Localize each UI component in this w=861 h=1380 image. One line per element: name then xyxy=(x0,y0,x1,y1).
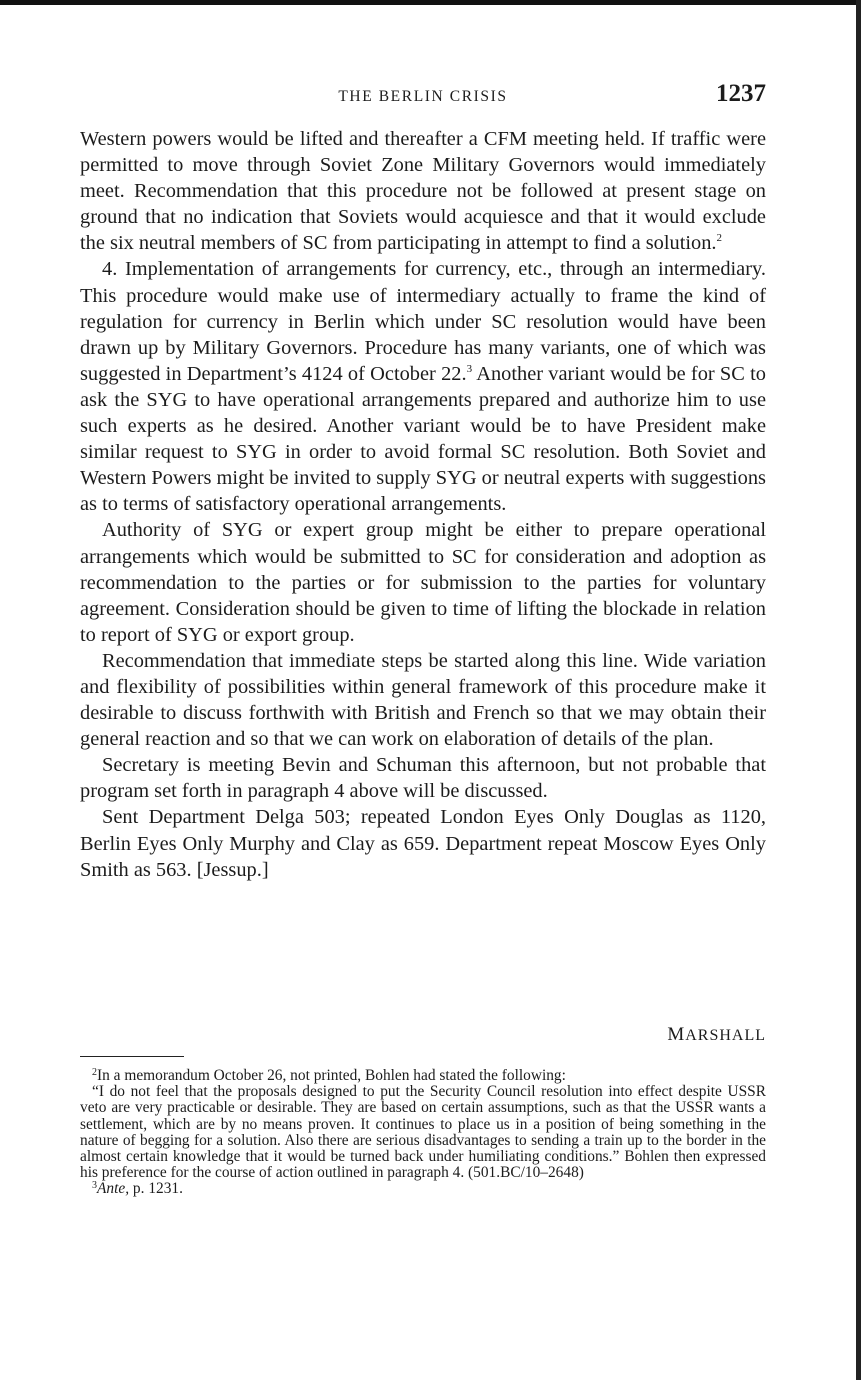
page-top-edge xyxy=(0,0,861,5)
footnotes xyxy=(80,1068,766,1198)
paragraph-secretary: Secretary is meeting Bevin and Schuman this afternoon, but not probable that program set forth in paragraph 4 above will be discussed. xyxy=(80,754,766,803)
footnote-ref-2: 2 xyxy=(716,232,723,245)
footnote-text: In a memorandum October 26, not printed, Bohlen had stated the following: xyxy=(97,1067,566,1084)
signature-rest: ARSHALL xyxy=(685,1027,766,1044)
paragraph-text: 4. Implementation of arrangements for currency, etc., through an intermediary. This procedure would make use of intermediary actually to frame the kind of regulation for currency in Berlin which under SC resolution would have been drawn up by Military Governors. Procedure has many variants, one of which was suggested in Department’s 4124 of October 22. xyxy=(80,258,766,385)
paragraph-recommendation: Recommendation that immediate steps be started along this line. Wide variation and flexibility of possibilities within general framework of this procedure make it desirable to discuss forthwith with British and French so that we may obtain their general reaction and so that we can work on elaboration of details of the plan. xyxy=(80,649,766,751)
paragraph-distribution: Sent Department Delga 503; repeated London Eyes Only Douglas as 1120, Berlin Eyes Only Murphy and Clay as 659. Department repeat Moscow Eyes Only Smith as 563. [Jessup.] xyxy=(80,806,766,881)
footnote-3-ante: Ante, xyxy=(97,1180,130,1198)
page-number: 1237 xyxy=(716,80,766,107)
footnote-3-mark: 3 xyxy=(92,1180,97,1192)
footnote-2-intro xyxy=(80,1068,766,1084)
footnote-2-mark: 2 xyxy=(92,1067,97,1078)
paragraph-authority: Authority of SYG or expert group might be either to prepare operational arrangements which would be submitted to SC for consideration and adoption as recommendation to the parties or for submission to the parties for voluntary agreement. Consideration should be given to time of lifting the blockade in relation to report of SYG or export group. xyxy=(80,519,766,646)
main-text xyxy=(80,126,766,883)
footnote-3 xyxy=(80,1181,766,1197)
signature-initial: M xyxy=(667,1024,686,1045)
paragraph-text: Another variant would be for SC to ask the SYG to have operational arrangements prepared and authorize him to use such experts as he desired. Another variant would be to have President make similar request to SYG in order to avoid formal SC resolution. Both Soviet and Western Powers might be invited to supply SYG or neutral experts with suggestions as to terms of satisfactory operational arrangements. xyxy=(80,362,766,516)
page-right-edge xyxy=(856,0,861,1380)
footnote-3-page: p. 1231. xyxy=(132,1180,183,1198)
paragraph-continuation xyxy=(80,126,766,256)
footnote-2-quote: “I do not feel that the proposals designed to put the Security Council resolution into effect despite USSR veto are very practicable or desirable. They are based on certain assumptions, such as that the USSR wants a settlement, which are by no means proven. It continues to place us in a position of being something in the nature of begging for a solution. Also there are serious disadvantages to sending a train up to the border in the almost certain knowledge that it would be turned back under humiliating conditions.” Bohlen then expressed his preference for the course of action outlined in paragraph 4. (501.BC/10–2648) xyxy=(80,1083,766,1182)
footnote-ref-3: 3 xyxy=(466,362,473,375)
running-head-title: THE BERLIN CRISIS xyxy=(338,88,508,105)
paragraph-text: Western powers would be lifted and thereafter a CFM meeting held. If traffic were permitted to move through Soviet Zone Military Governors would immediately meet. Recommendation that this procedure not be followed at present stage on ground that no indication that Soviets would acquiesce and that it would exclude the six neutral members of SC from participating in attempt to find a solution. xyxy=(80,128,766,255)
signature xyxy=(667,1024,766,1046)
running-head xyxy=(80,80,766,114)
paragraph-procedure-4 xyxy=(80,256,766,517)
footnote-divider xyxy=(80,1056,184,1057)
